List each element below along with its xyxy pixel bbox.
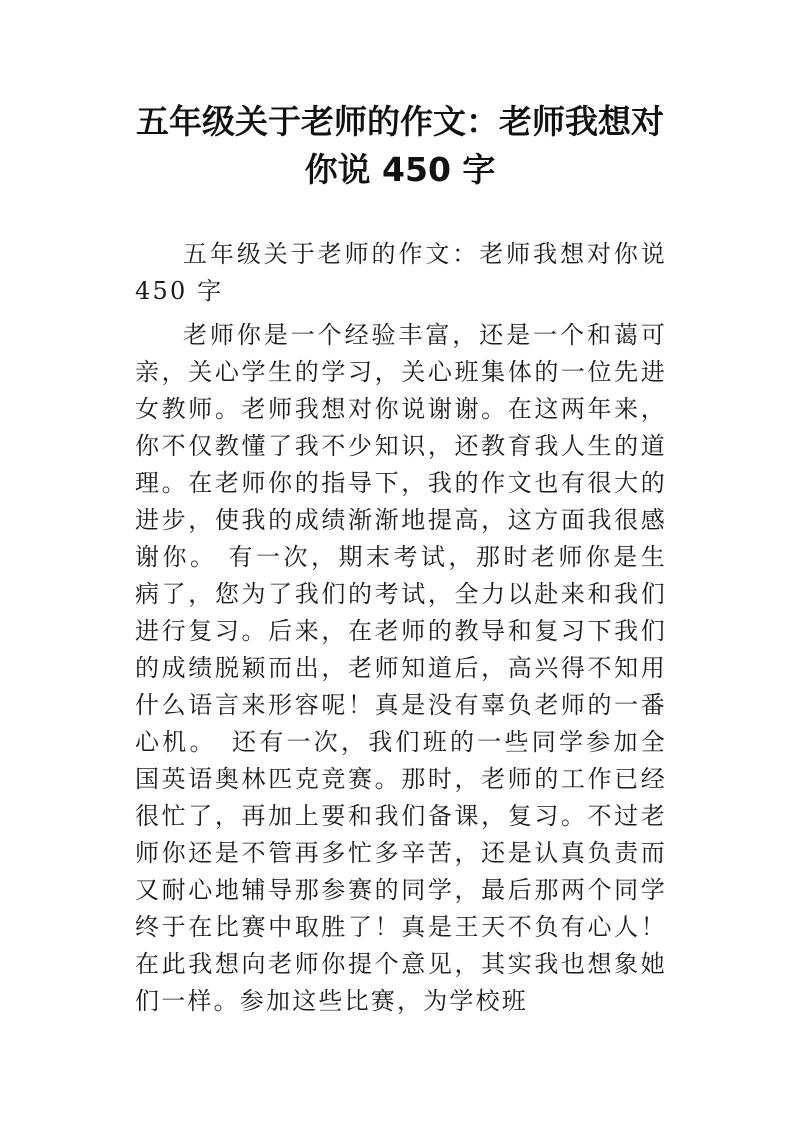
body-subtitle-paragraph: 五年级关于老师的作文：老师我想对你说 450 字	[135, 240, 667, 305]
document-body	[135, 236, 667, 1020]
document-title	[100, 98, 700, 194]
title-line-1: 五年级关于老师的作文：老师我想对	[136, 102, 664, 141]
body-paragraph: 老师你是一个经验丰富，还是一个和蔼可亲，关心学生的学习，关心班集体的一位先进女教师。老师我想对你说谢谢。在这两年来，你不仅教懂了我不少知识，还教育我人生的道理。在老师你的指导下，我的作文也有很大的进步，使我的成绩渐渐地提高，这方面我很感谢你。 有一次，期末考试，那时老师你是生病了，您为了我们的考试，全力以赴来和我们进行复习。后来，在老师的教导和复习下我们的成绩脱颖而出，老师知道后，高兴得不知用什么语言来形容呢！真是没有辜负老师的一番心机。 还有一次，我们班的一些同学参加全国英语奥林匹克竞赛。那时，老师的工作已经很忙了，再加上要和我们备课，复习。不过老师你还是不管再多忙多辛苦，还是认真负责而又耐心地辅导那参赛的同学，最后那两个同学终于在比赛中取胜了！真是王天不负有心人！ 在此我想向老师你提个意见，其实我也想象她们一样。参加这些比赛，为学校班	[135, 321, 667, 1015]
title-line-2: 你说 450 字	[304, 150, 496, 189]
